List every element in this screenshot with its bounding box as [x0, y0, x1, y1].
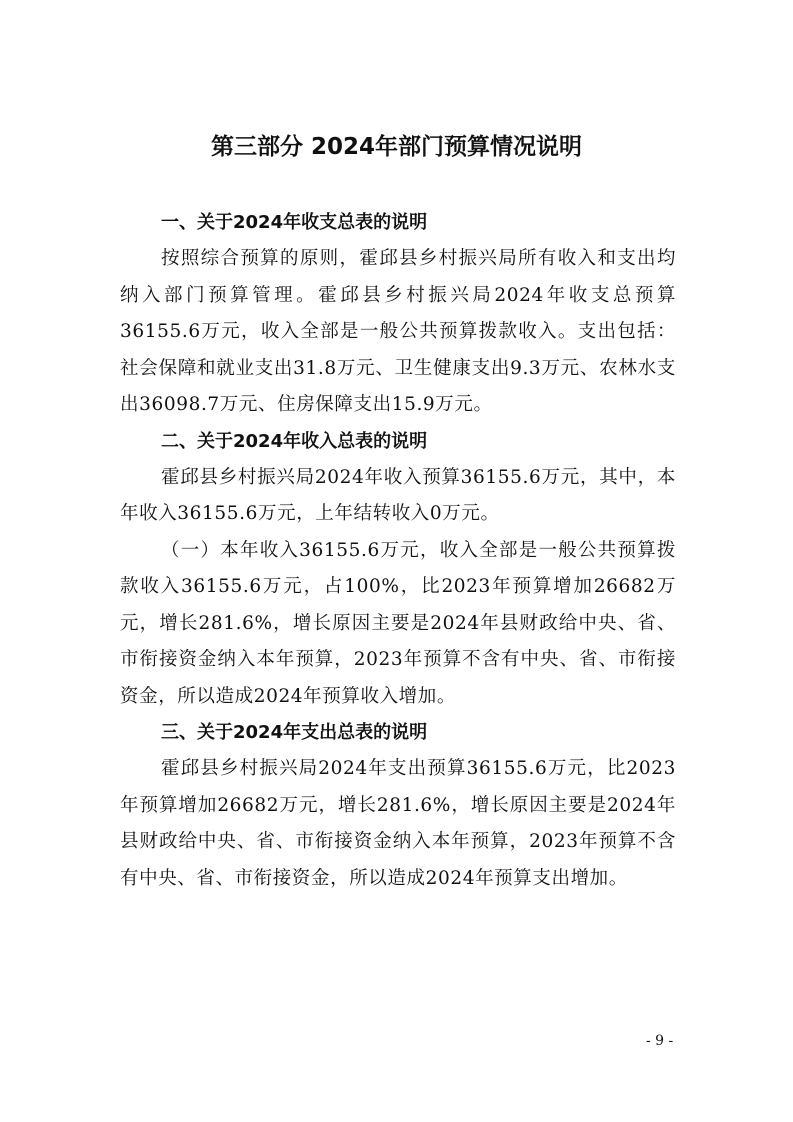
body-paragraph: 霍邱县乡村振兴局2024年收入预算36155.6万元，其中，本年收入36155.6万元，上年结转收入0万元。	[120, 466, 676, 524]
section-income-summary	[120, 424, 676, 716]
section-heading: 二、关于2024年收入总表的说明	[161, 430, 428, 452]
body-paragraph: （一）本年收入36155.6万元，收入全部是一般公共预算拨款收入36155.6万元，占100%，比2023年预算增加26682万元，增长281.6%，增长原因主要是2024年县财政给中央、省、市衔接资金纳入本年预算，2023年预算不含有中央、省、市衔接资金，所以造成2024年预算收入增加。	[120, 539, 676, 707]
body-paragraph: 霍邱县乡村振兴局2024年支出预算36155.6万元，比2023年预算增加26682万元，增长281.6%，增长原因主要是2024年县财政给中央、省、市衔接资金纳入本年预算，2023年预算不含有中央、省、市衔接资金，所以造成2024年预算支出增加。	[120, 758, 676, 889]
body-paragraph: 按照综合预算的原则，霍邱县乡村振兴局所有收入和支出均纳入部门预算管理。霍邱县乡村振兴局2024年收支总预算36155.6万元，收入全部是一般公共预算拨款收入。支出包括：社会保障和就业支出31.8万元、卫生健康支出9.3万元、农林水支出36098.7万元、住房保障支出15.9万元。	[120, 248, 676, 415]
page-number: - 9 -	[646, 1033, 674, 1049]
document-body	[120, 205, 676, 897]
page-title: 第三部分 2024年部门预算情况说明	[210, 134, 583, 160]
section-heading: 一、关于2024年收支总表的说明	[161, 212, 428, 233]
section-income-expenditure-summary	[120, 205, 676, 424]
section-expenditure-summary	[120, 715, 676, 897]
section-heading: 三、关于2024年支出总表的说明	[161, 722, 428, 743]
